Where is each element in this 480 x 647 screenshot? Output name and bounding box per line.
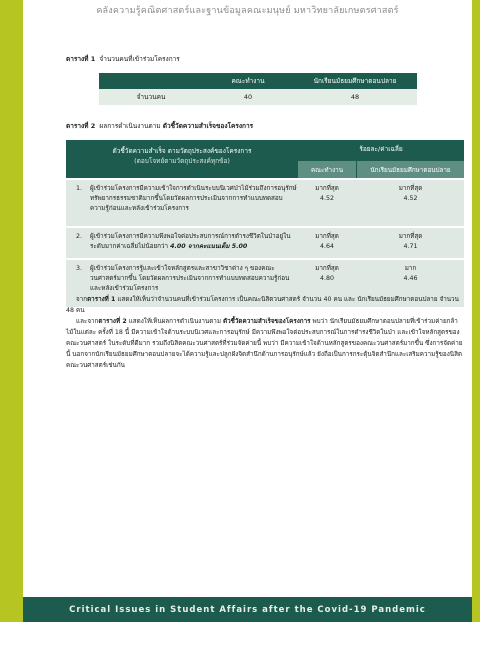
table2-criteria-subtitle: (ตอบโจทย์ตามวัตถุประสงค์ทุกข้อ) [134,157,230,165]
table1 [99,73,417,105]
p1-lead: จาก [76,296,88,303]
staff-value: 4.64 [319,243,335,250]
staff-value: 4.80 [319,275,335,282]
row-staff-result [298,184,356,204]
page [23,18,472,622]
row-number: 2. [76,233,83,240]
table2-header [66,140,464,178]
p1-ref: ตารางที่ 1 [87,296,116,303]
table1-row-label: จำนวนคน [136,93,166,101]
footer-banner: Critical Issues in Student Affairs after the Covid-19 Pandemic [23,597,472,622]
table2-criteria-title: ตัวชี้วัดความสำเร็จ ตามวัตถุประสงค์ของโครงการ [112,147,252,155]
table-row [66,178,464,226]
table2-subheader-staff: คณะทำงาน [298,161,356,178]
paragraph-2 [66,316,464,371]
row-number: 3. [76,265,83,272]
table1-caption-text: จำนวนคนที่เข้าร่วมโครงการ [99,55,180,63]
row-staff-result [298,264,356,284]
row-criterion: ผู้เข้าร่วมโครงการมีความเข้าใจการดำเนินระบบนิเวศป่าไม้ร่วมถึงการอนุรักษ์ทรัพยากรธรรมชาติมากขึ้นโดยวัดผลการประเมินจากการทำแบบทดสอบความรู้ก่อนและหลังเข้าร่วมโครงการ [90,185,297,212]
table-row [99,89,417,105]
left-frame-band [0,0,23,622]
row-student-result [357,184,464,204]
student-value: 4.46 [403,275,418,282]
p1-text: แสดงให้เห็นว่าจำนวนคนที่เข้าร่วมโครงการ เป็นคณะนิสิตวนศาสตร์ จำนวน 40 คน และ นักเรียนมัธยมศึกษาตอนปลาย จำนวน 48 คน [66,296,459,314]
row-staff-result [298,232,356,252]
right-frame-band [472,0,480,622]
running-head: คลังความรู้คณิตศาสตร์และฐานข้อมูลคณะมนุษย์ มหาวิทยาลัยเกษตรศาสตร์ [96,6,399,16]
table2-criteria-header [66,146,298,166]
table-row [66,226,464,258]
table1-header-cell [99,73,203,89]
row-criterion [90,232,298,252]
row-student-result [357,264,464,284]
student-value: 4.71 [403,243,418,250]
table1-header-cell: คณะทำงาน [231,77,265,85]
table2-caption-text: ผลการดำเนินงานตาม [99,122,161,130]
row-number: 1. [76,185,83,192]
table2-caption-bold: ตัวชี้วัดความสำเร็จของโครงการ [162,122,254,130]
student-level: มากที่สุด [398,233,423,240]
row-criterion-text: ผู้เข้าร่วมโครงการมีความพึงพอใจต่อประสบการณ์การดำรงชีวิตในป่าอยู่ในระดับมากค่าเฉลี่ยไม่น้อยกว่า [90,233,291,250]
table1-header-row [99,73,417,89]
row-student-result [357,232,464,252]
table2 [66,140,464,307]
student-value: 4.52 [403,195,418,202]
p2-text2: พบว่า นักเรียนมัธยมศึกษาตอนปลายที่เข้าร่วมค่ายกล้าไม้ในแต่ละ ครั้งที่ 18 นี้ มีความเข้าใจด้านระบบนิเวศและการอนุรักษ์ มีความพึงพอใจต่อประสบการณ์ในการดำรงชีวิตในป่า และเข้าใจหลักสูตรของคณะวนศาสตร์ ในระดับที่ดีมาก รวมถึงนิสิตคณะวนศาสตร์ที่ร่วมจัดค่ายนี้ พบว่า มีความเข้าใจด้านหลักสูตรของคณะวนศาสตร์มากขึ้น ซึ่งการจัดค่ายนี้ นอกจากนักเรียนมัธยมศึกษาตอนปลายจะได้ความรู้และปลูกฝังจิตสำนึกด้านการอนุรักษ์แล้ว ยังถือเป็นการกระตุ้นจิตสำนึกและเสริมความรู้ของนิสิตคณะวนศาสตร์เช่นกัน [66,318,463,369]
table1-caption-label: ตารางที่ 1 [66,55,96,63]
table1-cell: 40 [243,93,253,101]
p2-ref: ตารางที่ 2 [98,318,127,325]
p2-ref2: ตัวชี้วัดความสำเร็จของโครงการ [223,318,311,325]
table2-caption-label: ตารางที่ 2 [66,122,96,130]
staff-level: มากที่สุด [315,185,339,192]
staff-level: มากที่สุด [315,233,339,240]
table2-percent-header: ร้อยละ/ค่าเฉลี่ย [359,145,403,153]
p2-text1: แสดงให้เห็นผลการดำเนินงานตาม [128,318,221,325]
table1-caption [66,54,180,64]
staff-level: มากที่สุด [315,265,339,272]
table1-header-cell: นักเรียนมัธยมศึกษาตอนปลาย [313,77,397,85]
table1-cell: 48 [350,93,360,101]
student-level: มากที่สุด [398,185,423,192]
top-band [23,0,472,18]
table2-caption [66,121,253,131]
staff-value: 4.52 [319,195,335,202]
paragraph-1 [66,294,464,316]
p2-lead: และจาก [76,318,99,325]
row-criterion-emphasis: 4.00 จากคะแนนเต็ม 5.00 [170,243,248,250]
student-level: มาก [404,265,417,272]
row-criterion: ผู้เข้าร่วมโครงการรู้และเข้าใจหลักสูตรและสาขาวิชาต่าง ๆ ของคณะวนศาสตร์มากขึ้น โดยวัดผลการประเมินจากการทำแบบทดสอบความรู้ก่อนและหลังเข้าร่วมโครงการ [90,265,290,292]
table2-subheader-students: นักเรียนมัธยมศึกษาตอนปลาย [357,161,464,178]
